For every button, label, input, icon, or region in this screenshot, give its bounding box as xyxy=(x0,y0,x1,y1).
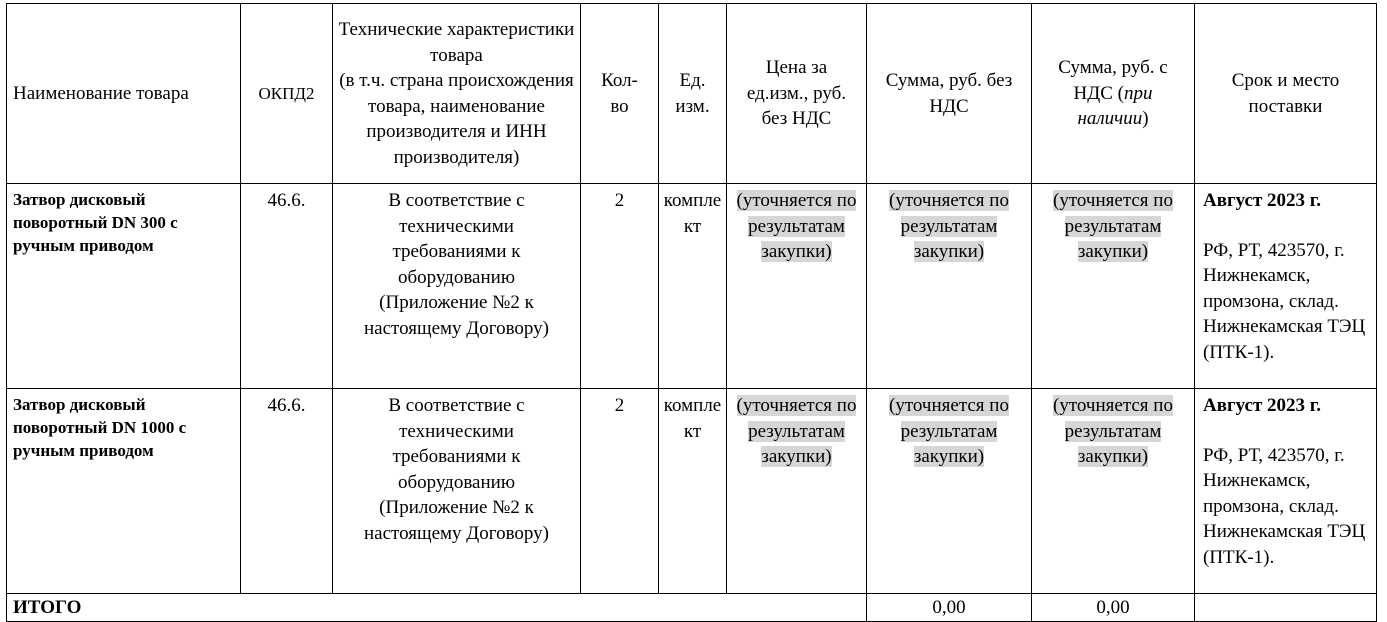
item-unit-text: комплект xyxy=(663,190,722,237)
item-sum-vat-text: (уточняется по результатам закупки) xyxy=(1053,190,1173,262)
item-price-text: (уточняется по результатам закупки) xyxy=(736,395,857,467)
header-okpd2: ОКПД2 xyxy=(241,4,333,184)
item-sum-no-vat xyxy=(867,184,1032,389)
total-sum-vat: 0,00 xyxy=(1032,594,1195,622)
item-name: Затвор дисковый поворотный DN 1000 с ручным приводом xyxy=(7,389,241,594)
header-price: Цена за ед.изм., руб. без НДС xyxy=(727,4,867,184)
table-row xyxy=(7,389,1377,594)
item-sum-vat xyxy=(1032,389,1195,594)
header-qty: Кол-во xyxy=(581,4,659,184)
item-delivery-date: Август 2023 г. xyxy=(1203,395,1322,416)
item-delivery xyxy=(1195,389,1377,594)
table-row xyxy=(7,184,1377,389)
item-delivery-place: РФ, РТ, 423570, г. Нижнекамск, промзона, склад. Нижнекамская ТЭЦ (ПТК-1). xyxy=(1203,444,1366,568)
header-sum-vat-suffix: ) xyxy=(1142,108,1149,130)
item-okpd2: 46.6. xyxy=(241,184,333,389)
item-price-text: (уточняется по результатам закупки) xyxy=(736,190,857,262)
total-sum-no-vat: 0,00 xyxy=(867,594,1032,622)
item-sum-no-vat-text: (уточняется по результатам закупки) xyxy=(889,190,1009,262)
header-name: Наименование товара xyxy=(7,4,241,184)
item-qty: 2 xyxy=(581,389,659,594)
total-empty-cell xyxy=(1195,594,1377,622)
item-delivery-place: РФ, РТ, 423570, г. Нижнекамск, промзона, склад. Нижнекамская ТЭЦ (ПТК-1). xyxy=(1203,239,1366,363)
header-sum-vat-prefix: Сумма, руб. с НДС ( xyxy=(1058,57,1168,104)
header-unit: Ед. изм. xyxy=(659,4,727,184)
item-sum-no-vat xyxy=(867,389,1032,594)
item-sum-vat xyxy=(1032,184,1195,389)
item-tech: В соответствие с техническими требованиями к оборудованию (Приложение №2 к настоящему Договору) xyxy=(333,184,581,389)
item-sum-vat-text: (уточняется по результатам закупки) xyxy=(1053,395,1173,467)
specification-table xyxy=(6,3,1377,622)
item-unit xyxy=(659,389,727,594)
total-label: ИТОГО xyxy=(7,594,867,622)
item-name: Затвор дисковый поворотный DN 300 с ручным приводом xyxy=(7,184,241,389)
item-unit xyxy=(659,184,727,389)
header-tech xyxy=(333,4,581,184)
header-tech-title: Технические характеристики товара xyxy=(338,19,575,66)
header-row xyxy=(7,4,1377,184)
header-tech-details: (в т.ч. страна происхождения товара, наименование производителя и ИНН производителя) xyxy=(339,70,574,168)
header-sum-no-vat: Сумма, руб. без НДС xyxy=(867,4,1032,184)
item-delivery xyxy=(1195,184,1377,389)
item-tech: В соответствие с техническими требованиями к оборудованию (Приложение №2 к настоящему Договору) xyxy=(333,389,581,594)
item-price xyxy=(727,184,867,389)
item-qty: 2 xyxy=(581,184,659,389)
item-sum-no-vat-text: (уточняется по результатам закупки) xyxy=(889,395,1009,467)
header-sum-vat-italic: при наличии xyxy=(1077,82,1153,130)
total-row xyxy=(7,594,1377,622)
header-delivery: Срок и место поставки xyxy=(1195,4,1377,184)
item-price xyxy=(727,389,867,594)
item-unit-text: комплект xyxy=(663,395,722,442)
header-sum-vat xyxy=(1032,4,1195,184)
item-okpd2: 46.6. xyxy=(241,389,333,594)
item-delivery-date: Август 2023 г. xyxy=(1203,190,1322,211)
